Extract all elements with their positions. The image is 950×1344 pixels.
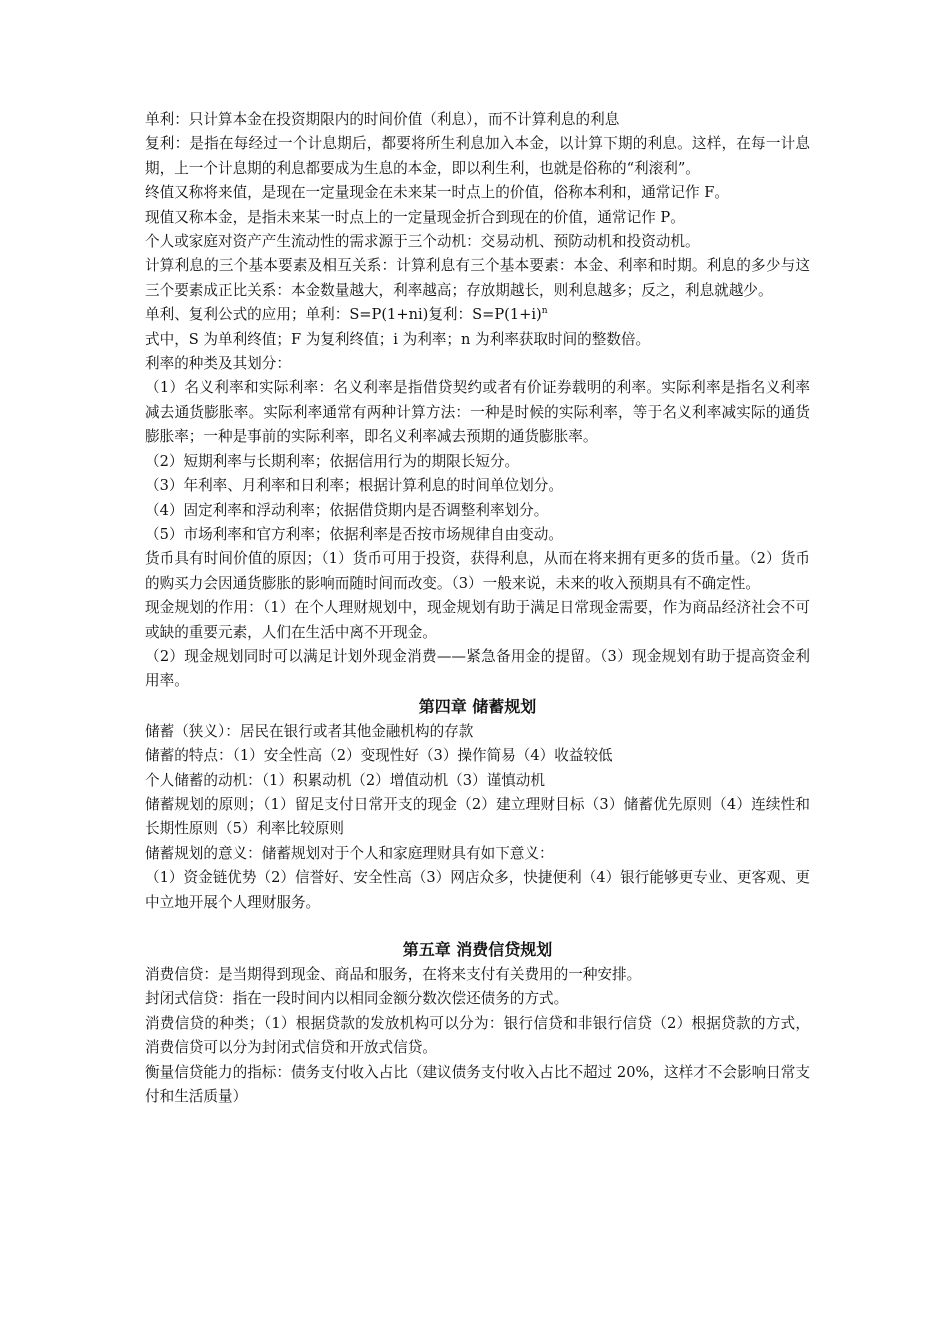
consumer-credit-definition: 消费信贷：是当期得到现金、商品和服务，在将来支付有关费用的一种安排。 (145, 966, 642, 983)
savings-principles: 储蓄规划的原则；（1）留足支付日常开支的现金（2）建立理财目标（3）储蓄优先原则（4）连续性和长期性原则（5）利率比较原则 (145, 795, 810, 838)
liquidity-motives: 个人或家庭对资产产生流动性的需求源于三个动机：交易动机、预防动机和投资动机。 (145, 233, 700, 251)
formula-exponent: n (541, 306, 548, 317)
present-value-definition: 现值又称本金，是指未来某一时点上的一定量现金折合到现在的价值，通常记作 P。 (145, 208, 685, 226)
credit-capacity-indicator: 衡量信贷能力的指标：债务支付收入占比（建议债务支付收入占比不超过 20%，这样才不会影响日常支付和生活质量） (145, 1063, 810, 1106)
closed-end-credit-definition: 封闭式信贷：指在一段时间内以相同金额分数次偿还债务的方式。 (145, 990, 569, 1008)
time-value-reasons: 货币具有时间价值的原因；（1）货币可用于投资，获得利息，从而在将来拥有更多的货币量。（2）货币的购买力会因通货膨胀的影响而随时间而改变。（3）一般来说，未来的收入预期具有不确定性。 (145, 550, 810, 592)
savings-significance: 储蓄规划的意义：储蓄规划对于个人和家庭理财具有如下意义： (145, 844, 554, 862)
savings-motives: 个人储蓄的动机：（1）积累动机（2）增值动机（3）谨慎动机 (145, 771, 545, 789)
future-value-definition: 终值又称将来值，是现在一定量现金在未来某一时点上的价值，俗称本利和，通常记作 F。 (145, 184, 729, 202)
consumer-credit-types: 消费信贷的种类；（1）根据贷款的发放机构可以分为：银行信贷和非银行信贷（2）根据贷款的方式，消费信贷可以分为封闭式信贷和开放式信贷。 (145, 1014, 810, 1057)
interest-elements: 计算利息的三个基本要素及相互关系：计算利息有三个基本要素：本金、利率和时期。利息的多少与这三个要素成正比关系：本金数量越大，利率越高；存放期越长，则利息越多；反之，利息就越少。 (145, 257, 810, 299)
document-page (145, 108, 810, 1109)
chapter-5-title: 第五章 消费信贷规划 (402, 940, 553, 959)
rate-type-annual-monthly-daily: （3）年利率、月利率和日利率；根据计算利息的时间单位划分。 (145, 477, 563, 495)
interest-formula (145, 303, 810, 327)
formula-text: 单利、复利公式的应用；单利：S=P(1+ni)复利：S=P(1+i) (145, 306, 542, 324)
cash-planning-role-1: 现金规划的作用：（1）在个人理财规划中，现金规划有助于满足日常现金需要，作为商品经济社会不可或缺的重要元素，人们在生活中离不开现金。 (145, 599, 810, 641)
simple-interest-definition: 单利：只计算本金在投资期限内的时间价值（利息），而不计算利息的利息 (145, 111, 620, 128)
rate-types-heading: 利率的种类及其划分： (145, 355, 291, 373)
chapter-4-title: 第四章 储蓄规划 (418, 696, 537, 716)
compound-interest-definition: 复利：是指在每经过一个计息期后，都要将所生利息加入本金，以计算下期的利息。这样，在每一计息期，上一个计息期的利息都要成为生息的本金，即以利生利，也就是俗称的“利滚利”。 (145, 135, 810, 177)
rate-type-market-official: （5）市场利率和官方利率；依据利率是否按市场规律自由变动。 (145, 525, 563, 543)
rate-type-nominal-real: （1）名义利率和实际利率：名义利率是指借贷契约或者有价证券载明的利率。实际利率是指名义利率减去通货膨胀率。实际利率通常有两种计算方法：一种是时候的实际利率，等于名义利率减实际的通货膨胀率；一种是事前的实际利率，即名义利率减去预期的通货膨胀率。 (145, 379, 810, 446)
savings-definition: 储蓄（狭义）：居民在银行或者其他金融机构的存款 (145, 722, 474, 740)
savings-significance-list: （1）资金链优势（2）信誉好、安全性高（3）网店众多，快捷便利（4）银行能够更专业、更客观、更中立地开展个人理财服务。 (145, 869, 810, 911)
formula-legend: 式中，S 为单利终值；F 为复利终值；i 为利率；n 为利率获取时间的整数倍。 (145, 330, 651, 348)
rate-type-fixed-floating: （4）固定利率和浮动利率；依据借贷期内是否调整利率划分。 (145, 501, 549, 519)
savings-features: 储蓄的特点：（1）安全性高（2）变现性好（3）操作简易（4）收益较低 (145, 747, 613, 765)
chapter-spacer (145, 915, 810, 937)
rate-type-short-long: （2）短期利率与长期利率；依据信用行为的期限长短分。 (145, 452, 520, 470)
cash-planning-role-2: （2）现金规划同时可以满足计划外现金消费——紧急备用金的提留。（3）现金规划有助于提高资金利用率。 (145, 647, 810, 690)
